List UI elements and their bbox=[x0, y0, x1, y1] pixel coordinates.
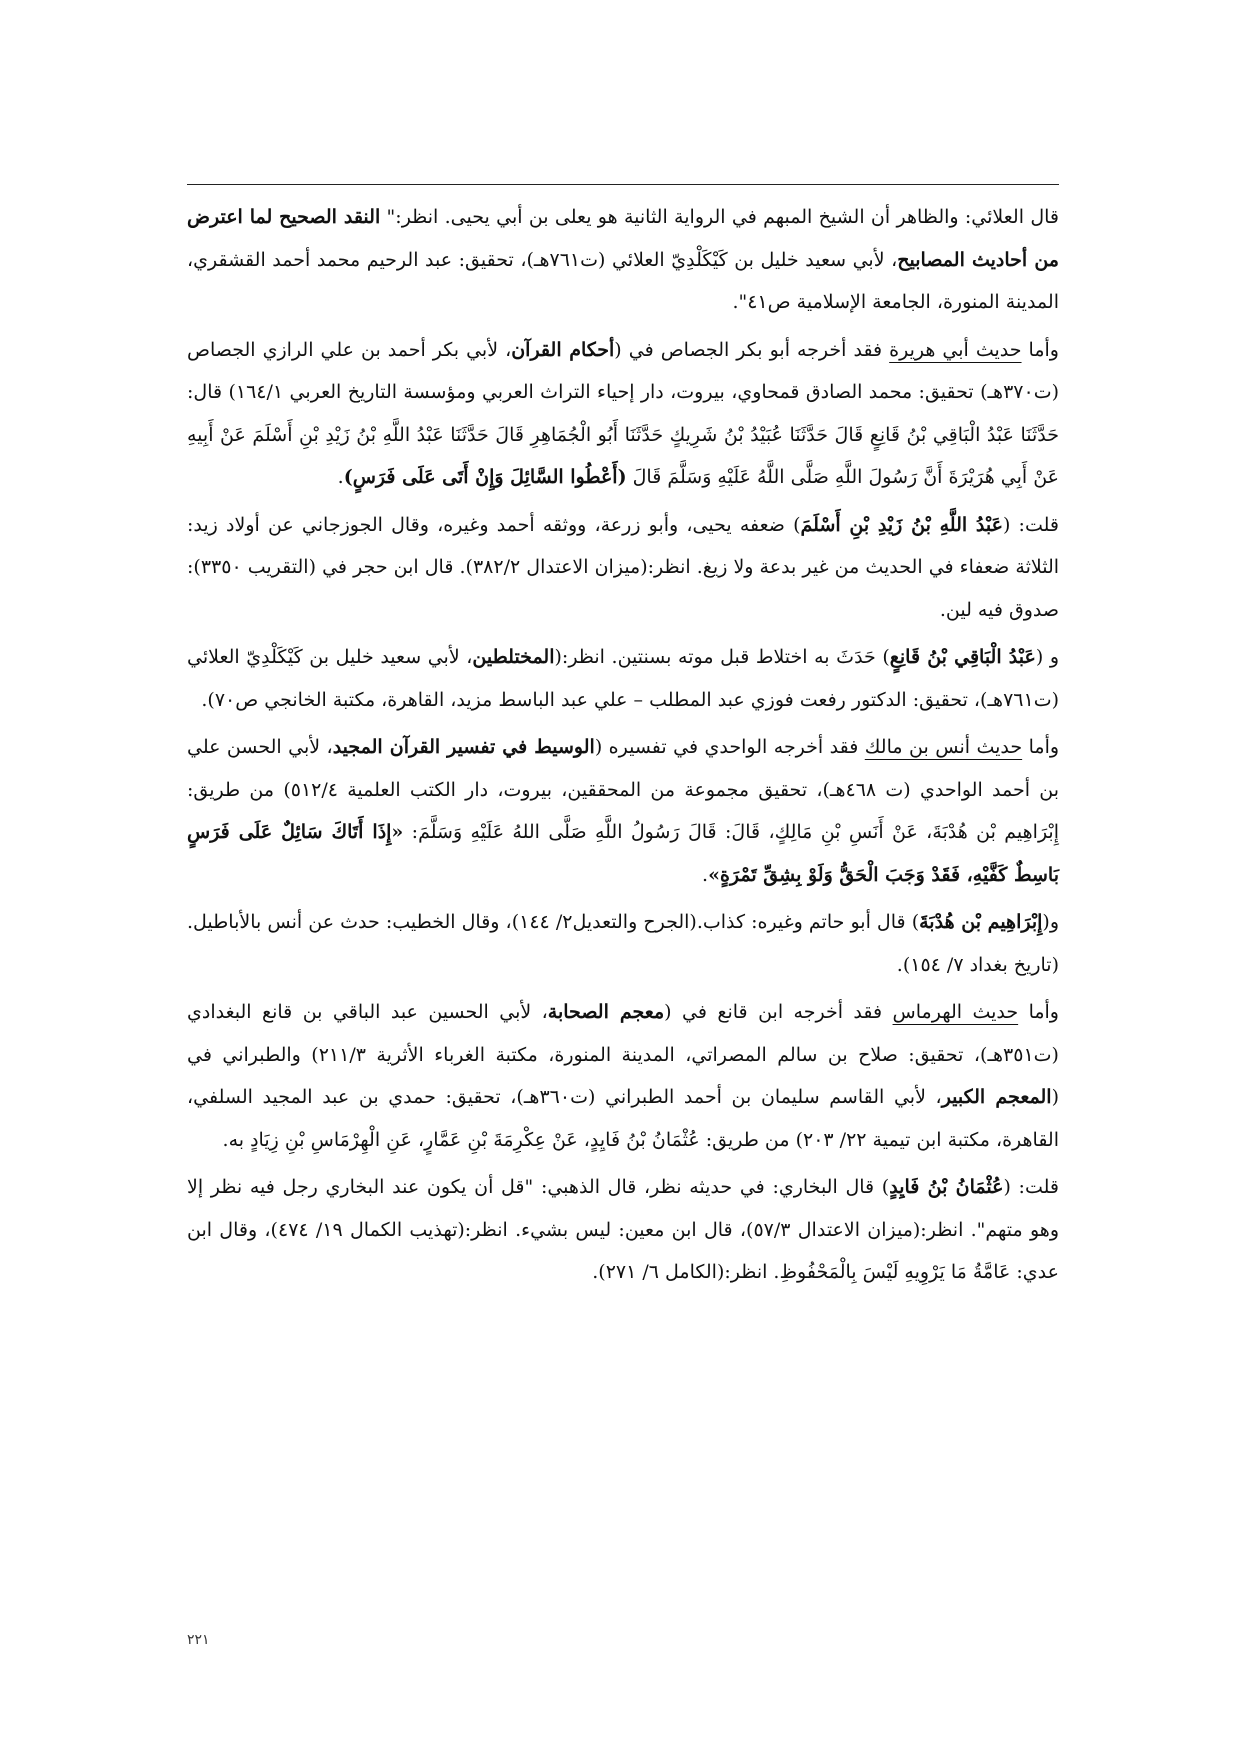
paragraph-hirmas bbox=[187, 991, 1059, 1161]
bold-text: إِبْرَاهِيم بْن هُدْبَةَ bbox=[919, 911, 1043, 933]
page-number: ٢٢١ bbox=[187, 1632, 210, 1648]
text-segment: ، لأبي سعيد خليل بن كَيْكَلْدِيّ العلائي (ت٧٦١هـ)، تحقيق: عبد الرحيم محمد أحمد القشقري، المدينة المنورة، الجامعة الإسلامية ص٤١". bbox=[187, 248, 1059, 313]
text-segment: . bbox=[702, 863, 709, 886]
text-segment: ، لأبي بكر أحمد بن علي الرازي الجصاص (ت٣٧٠هـ) تحقيق: محمد الصادق قمحاوي، بيروت، دار إحياء التراث العربي ومؤسسة التاريخ العربي ١٦٤/١) قال: حَدَّثَنَا عَبْدُ الْبَاقِي بْنُ قَانِعٍ قَالَ حَدَّثَنَا عُبَيْدُ بْنُ شَرِيكٍ حَدَّثَنَا أَبُو الْجُمَاهِرِ قَالَ حَدَّثَنَا عَبْدُ اللَّهِ بْنُ زَيْدِ بْنِ أَسْلَمَ عَنْ أَبِيهِ عَنْ أَبِي هُرَيْرَةَ أَنَّ رَسُولَ اللَّهِ صَلَّى اللَّهُ عَلَيْهِ وَسَلَّمَ قَالَ bbox=[187, 338, 1060, 488]
paragraph-abdullah-zayd bbox=[187, 504, 1059, 632]
main-text bbox=[187, 196, 1059, 1299]
underlined-text: حديث الهرماس bbox=[892, 1001, 1019, 1023]
bold-text: المعجم الكبير bbox=[941, 1086, 1052, 1108]
paragraph-uthman bbox=[187, 1166, 1059, 1294]
text-segment: فقد أخرجه الواحدي في تفسيره ( bbox=[594, 736, 865, 758]
text-segment: ) قال أبو حاتم وغيره: كذاب.(الجرح والتعديل٢/ ١٤٤)، وقال الخطيب: حدث عن أنس بالأباطيل. (تاريخ بغداد ٧/ ١٥٤). bbox=[187, 911, 1059, 976]
bold-text: «إِذَا أَتَاكَ سَائِلٌ عَلَى فَرَسٍ بَاسِطٌ كَفَّيْهِ، فَقَدْ وَجَبَ الْحَقُّ وَلَوْ بِشِقِّ تَمْرَةٍ» bbox=[187, 821, 1059, 886]
text-segment: قال العلائي: والظاهر أن الشيخ المبهم في الرواية الثانية هو يعلى بن أبي يحيى. انظر:" bbox=[380, 206, 1059, 228]
text-segment: وأما bbox=[1018, 1001, 1059, 1023]
bold-text: (أَعْطُوا السَّائِلَ وَإِنْ أَتَى عَلَى فَرَسٍ) bbox=[343, 466, 627, 488]
paragraph-alalai-note bbox=[187, 196, 1059, 324]
underlined-text: حديث أنس بن مالك bbox=[864, 736, 1023, 758]
paragraph-abdul-baqi bbox=[187, 636, 1059, 721]
text-segment: و ( bbox=[1035, 646, 1059, 668]
text-segment: ) حَدَثَ به اختلاط قبل موته بسنتين. انظر:( bbox=[554, 646, 890, 668]
text-segment: وأما bbox=[1021, 338, 1059, 361]
bold-text: المختلطين bbox=[472, 646, 555, 668]
text-segment: و( bbox=[1042, 911, 1059, 933]
bold-text: معجم الصحابة bbox=[547, 1001, 665, 1023]
bold-text: عُثْمَانُ بْنُ فَايِدٍ bbox=[889, 1176, 1004, 1198]
paragraph-abu-hurayra bbox=[187, 329, 1059, 499]
text-segment: فقد أخرجه ابن قانع في ( bbox=[664, 1001, 893, 1023]
text-segment: ، لأبي سعيد خليل بن كَيْكَلْدِيّ العلائي (ت٧٦١هـ)، تحقيق: الدكتور رفعت فوزي عبد المطلب – علي عبد الباسط مزيد، القاهرة، مكتبة الخانجي ص٧٠). bbox=[187, 646, 1059, 711]
text-segment: قلت: ( bbox=[1002, 513, 1059, 536]
text-segment: . bbox=[337, 466, 344, 488]
text-segment: ) قال البخاري: في حديثه نظر، قال الذهبي: "قل أن يكون عند البخاري رجل فيه نظر إلا وهو متهم". انظر:(ميزان الاعتدال ٥٧/٣)، قال ابن معين: ليس بشيء. انظر:(تهذيب الكمال ١٩/ ٤٧٤)، وقال ابن عدي: عَامَّةُ مَا يَرْوِيهِ لَيْسَ بِالْمَحْفُوظِ. انظر:(الكامل ٦/ ٢٧١). bbox=[187, 1176, 1059, 1283]
bold-text: الوسيط في تفسير القرآن المجيد bbox=[332, 736, 595, 758]
text-segment: ، لأبي الحسن علي بن أحمد الواحدي (ت ٤٦٨هـ)، تحقيق مجموعة من المحققين، بيروت، دار الكتب العلمية ٥١٢/٤) من طريق: إِبْرَاهِيم بْن هُدْبَةَ، عَنْ أَنَسِ بْنِ مَالِكٍ، قَالَ: قَالَ رَسُولُ اللَّهِ صَلَّى اللهُ عَلَيْهِ وَسَلَّمَ: bbox=[187, 736, 1059, 843]
paragraph-anas bbox=[187, 726, 1059, 896]
text-segment: فقد أخرجه أبو بكر الجصاص في ( bbox=[614, 338, 890, 361]
underlined-text: حديث أبي هريرة bbox=[889, 338, 1022, 361]
bold-text: عَبْدُ الْبَاقِي بْنُ قَانِعٍ bbox=[889, 646, 1036, 668]
text-segment: ، لأبي الحسين عبد الباقي بن قانع البغدادي (ت٣٥١هـ)، تحقيق: صلاح بن سالم المصراتي، المدينة المنورة، مكتبة الغرباء الأثرية ٢١١/٣) والطبراني في ( bbox=[187, 1001, 1059, 1108]
bold-text: أحكام القرآن bbox=[511, 338, 615, 361]
text-segment: ) ضعفه يحيى، وأبو زرعة، ووثقه أحمد وغيره، وقال الجوزجاني عن أولاد زيد: الثلاثة ضعفاء في الحديث من غير بدعة ولا زيغ. انظر:(ميزان الاعتدال ٣٨٢/٢). قال ابن حجر في (التقريب ٣٣٥٠): صدوق فيه لين. bbox=[187, 513, 1060, 621]
bold-text: النقد الصحيح لما اعترض من أحاديث المصابيح bbox=[187, 206, 1059, 271]
bold-text: عَبْدُ اللَّهِ بْنُ زَيْدِ بْنِ أَسْلَمَ bbox=[800, 513, 1003, 536]
paragraph-ibrahim bbox=[187, 901, 1059, 986]
top-rule bbox=[187, 184, 1059, 185]
text-segment: ، لأبي القاسم سليمان بن أحمد الطبراني (ت٣٦٠هـ)، تحقيق: حمدي بن عبد المجيد السلفي، القاهرة، مكتبة ابن تيمية ٢٢/ ٢٠٣) من طريق: عُثْمَانُ بْنُ فَايِدٍ، عَنْ عِكْرِمَةَ بْنِ عَمَّارٍ، عَنِ الْهِرْمَاسِ بْنِ زِيَادٍ به. bbox=[187, 1086, 1059, 1151]
text-segment: قلت: ( bbox=[1003, 1176, 1059, 1198]
text-segment: وأما bbox=[1022, 736, 1060, 758]
